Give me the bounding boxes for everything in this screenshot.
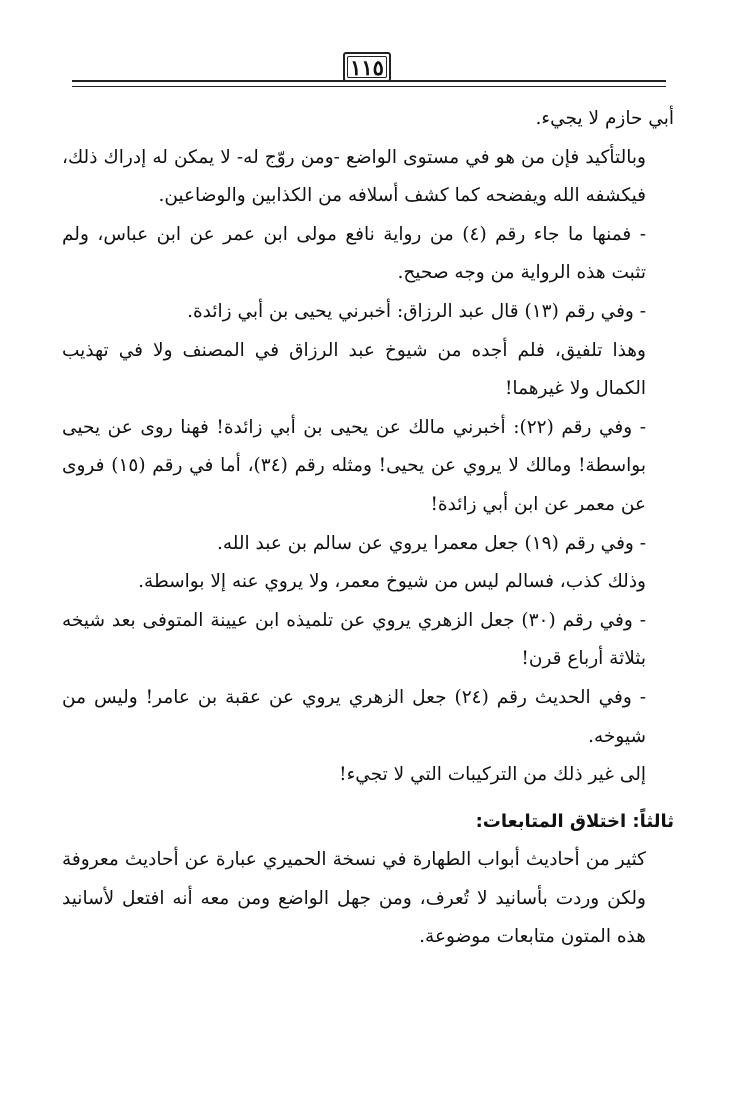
section-heading: ثالثاً: اختلاق المتابعات: bbox=[475, 810, 674, 832]
paragraph: وذلك كذب، فسالم ليس من شيوخ معمر، ولا يروي عنه إلا بواسطة. bbox=[138, 571, 646, 593]
page-body bbox=[62, 100, 674, 957]
paragraph: - فمنها ما جاء رقم (٤) من رواية نافع مولى ابن عمر عن ابن عباس، ولم تثبت هذه الرواية من وجه صحيح. bbox=[62, 223, 646, 284]
header-rule-thin bbox=[72, 86, 666, 87]
paragraph: وهذا تلفيق، فلم أجده من شيوخ عبد الرزاق في المصنف ولا في تهذيب الكمال ولا غيرهما! bbox=[62, 339, 646, 400]
paragraph: - وفي رقم (١٩) جعل معمرا يروي عن سالم بن عبد الله. bbox=[216, 532, 646, 554]
paragraph: - وفي الحديث رقم (٢٤) جعل الزهري يروي عن عقبة بن عامر! وليس من شيوخه. bbox=[62, 686, 646, 747]
page-number: ١١٥ bbox=[343, 52, 391, 82]
paragraph: - وفي رقم (٣٠) جعل الزهري يروي عن تلميذه ابن عيينة المتوفى بعد شيخه بثلاثة أرباع قرن! bbox=[62, 609, 646, 670]
paragraph: أبي حازم لا يجيء. bbox=[535, 108, 674, 129]
paragraph: وبالتأكيد فإن من هو في مستوى الواضع -ومن روّج له- لا يمكن له إدراك ذلك، فيكشفه الله ويفضحه كما كشف أسلافه من الكذابين والوضاعين. bbox=[62, 146, 646, 207]
paragraph: إلى غير ذلك من التركيبات التي لا تجيء! bbox=[339, 764, 646, 786]
paragraph: - وفي رقم (١٣) قال عبد الرزاق: أخبرني يحيى بن أبي زائدة. bbox=[187, 300, 646, 322]
paragraph: - وفي رقم (٢٢): أخبرني مالك عن يحيى بن أبي زائدة! فهنا روى عن يحيى بواسطة! ومالك لا يروي عن يحيى! ومثله رقم (٣٤)، أما في رقم (١٥) فروى عن معمر عن ابن أبي زائدة! bbox=[62, 416, 646, 515]
closing-paragraph: كثير من أحاديث أبواب الطهارة في نسخة الحميري عبارة عن أحاديث معروفة ولكن وردت بأسانيد لا تُعرف، ومن جهل الواضع ومن معه أنه افتعل لأسانيد هذه المتون متابعات موضوعة. bbox=[62, 849, 646, 948]
